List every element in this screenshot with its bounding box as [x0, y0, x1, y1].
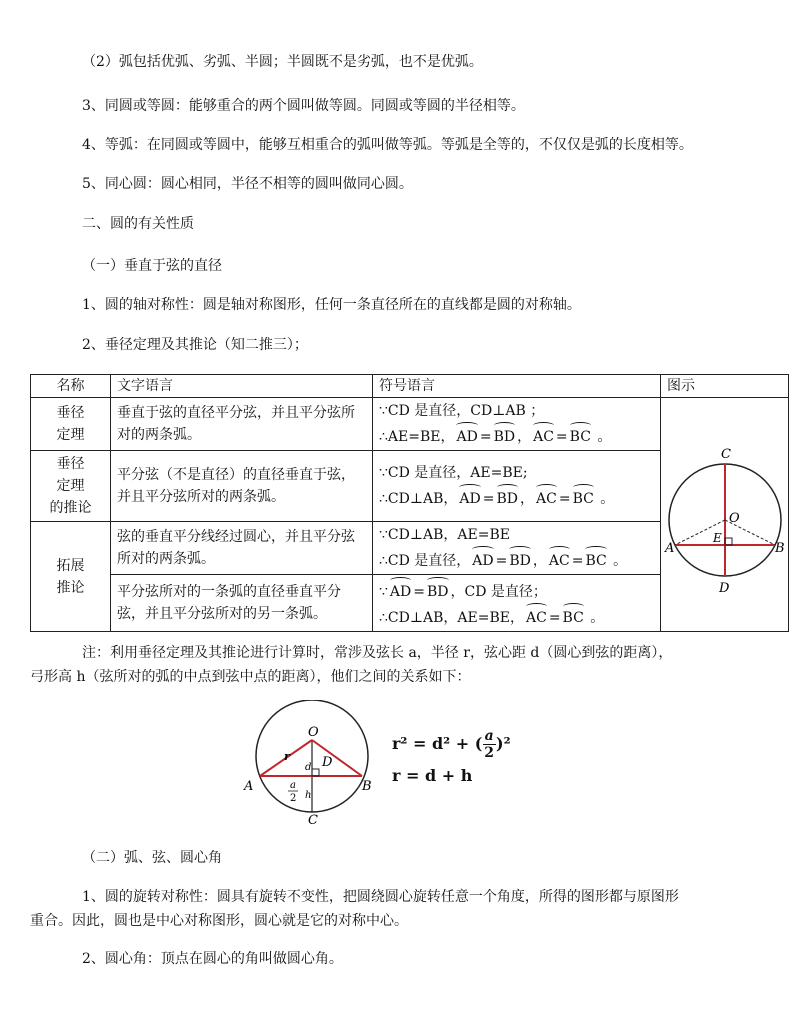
figure-cell: [661, 398, 789, 632]
line-axial-symmetry: 1、圆的轴对称性：圆是轴对称图形，任何一条直径所在的直线都是圆的对称轴。: [82, 297, 581, 313]
svg-text:O: O: [308, 725, 319, 740]
section-heading-properties: 二、圆的有关性质: [82, 216, 194, 232]
row-symbols: [373, 451, 661, 522]
svg-text:A: A: [664, 540, 674, 556]
symbol-given: ∵CD 是直径，CD⊥AB ；: [379, 403, 545, 419]
symbol-conclusion: ∴CD⊥AB，AE=BE， AC = BC 。: [379, 603, 654, 629]
line-theorem-intro: 2、垂径定理及其推论（知二推三）；: [82, 337, 308, 353]
svg-text:E: E: [712, 530, 722, 545]
symbol-conclusion: ∴AE=BE， AD = BD ， AC = BC 。: [379, 422, 654, 448]
symbol-conclusion: ∴CD 是直径， AD = BD ， AC = BC 。: [379, 546, 654, 572]
row-text: 垂直于弦的直径平分弦，并且平分弦所对的两条弧。: [111, 398, 373, 451]
formula-radius-squared: r² = d² + ( $\frac{a}{2}$ )²: [392, 728, 511, 761]
svg-text:a: a: [290, 780, 296, 791]
header-text-language: 文字语言: [111, 375, 373, 398]
svg-text:A: A: [244, 779, 254, 794]
symbol-given: ∵CD⊥AB，AE=BE: [379, 527, 510, 543]
svg-text:B: B: [774, 540, 785, 556]
table-header-row: [31, 375, 789, 398]
line-rotational-symmetry-cont: 重合。因此，圆也是中心对称图形，圆心就是它的对称中心。: [30, 913, 408, 929]
line-central-angle: 2、圆心角：顶点在圆心的角叫做圆心角。: [82, 951, 343, 967]
svg-text:O: O: [728, 510, 740, 526]
line-equal-circles: 3、同圆或等圆：能够重合的两个圆叫做等圆。同圆或等圆的半径相等。: [82, 98, 525, 114]
line-concentric-circles: 5、同心圆：圆心相同，半径不相等的圆叫做同心圆。: [82, 176, 413, 192]
svg-text:h: h: [305, 790, 312, 801]
row-symbols: [373, 398, 661, 451]
row-symbols: [373, 575, 661, 632]
row-text: 弦的垂直平分线经过圆心，并且平分弦所对的两条弧。: [111, 522, 373, 575]
theorem-table: [30, 374, 789, 632]
row-name: 垂径 定理 的推论: [31, 451, 111, 522]
chord-relation-figure: [238, 700, 376, 828]
symbol-given: ∵CD 是直径，AE=BE;: [379, 465, 528, 481]
note-paragraph: 注：利用垂径定理及其推论进行计算时，常涉及弦长 a，半径 r，弦心距 d（圆心到弦的距离），: [82, 645, 673, 661]
header-symbol-language: 符号语言: [373, 375, 661, 398]
svg-text:r: r: [284, 750, 290, 763]
row-text: 平分弦所对的一条弧的直径垂直平分弦，并且平分弦所对的另一条弧。: [111, 575, 373, 632]
svg-text:D: D: [718, 580, 729, 596]
perpendicular-diameter-figure: [663, 424, 787, 599]
note-paragraph-cont: 弓形高 h（弦所对的弧的中点到弦中点的距离），他们之间的关系如下：: [30, 669, 471, 685]
svg-text:B: B: [362, 779, 372, 794]
svg-text:D: D: [322, 755, 333, 770]
row-name: 拓展 推论: [31, 522, 111, 632]
svg-text:C: C: [720, 446, 731, 462]
table-row: [31, 398, 789, 451]
header-figure: 图示: [661, 375, 789, 398]
header-name: 名称: [31, 375, 111, 398]
line-arc-types: （2）弧包括优弧、劣弧、半圆；半圆既不是劣弧，也不是优弧。: [82, 54, 483, 70]
line-equal-arcs: 4、等弧：在同圆或等圆中，能够互相重合的弧叫做等弧。等弧是全等的，不仅仅是弧的长度相等。: [82, 137, 693, 153]
line-rotational-symmetry: 1、圆的旋转对称性：圆具有旋转不变性，把圆绕圆心旋转任意一个角度，所得的图形都与原图形: [82, 889, 679, 905]
svg-text:C: C: [308, 813, 318, 828]
symbol-given: ∵ AD = BD ，CD 是直径；: [379, 577, 654, 603]
formula-radius-sum: r = d + h: [392, 766, 473, 785]
svg-text:d: d: [305, 762, 312, 773]
row-symbols: [373, 522, 661, 575]
row-name: 垂径 定理: [31, 398, 111, 451]
svg-text:2: 2: [290, 793, 297, 804]
subsection-heading-arc-chord: （二）弧、弦、圆心角: [82, 850, 222, 866]
symbol-conclusion: ∴CD⊥AB， AD = BD ， AC = BC 。: [379, 484, 654, 510]
subsection-heading-perpendicular: （一）垂直于弦的直径: [82, 258, 222, 274]
row-text: 平分弦（不是直径）的直径垂直于弦，并且平分弦所对的两条弧。: [111, 451, 373, 522]
